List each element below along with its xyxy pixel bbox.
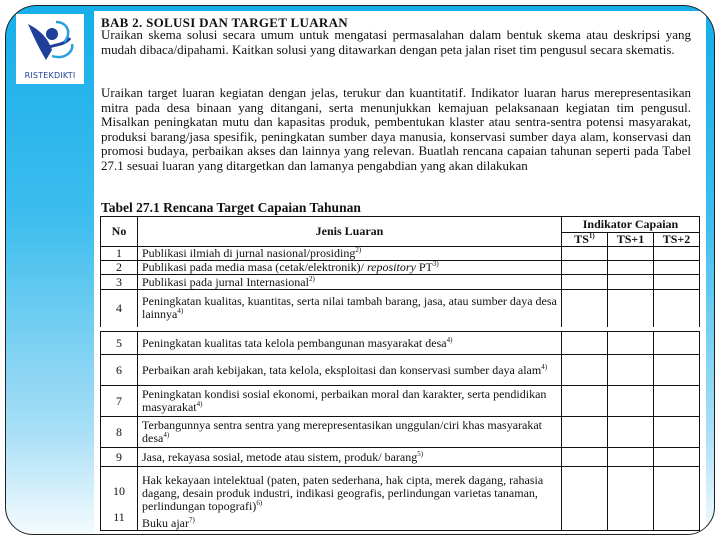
row-footnote: 4): [196, 400, 203, 408]
row-no: 2: [101, 261, 138, 275]
table-row: [101, 448, 700, 467]
row-italic: repository: [366, 260, 416, 274]
row-footnote: 4): [163, 431, 170, 439]
slide-frame: [5, 5, 715, 535]
row-text: Publikasi pada media masa (cetak/elektronik)/: [142, 260, 364, 274]
paragraph-target: Uraikan target luaran kegiatan dengan jelas, terukur dan kuantitatif. Indikator luaran harus merepresentasikan mitra pada desa binaan yang ditangani, serta menunjukkan kemajuan pelaksanaan kegiatan tim pengusul. Misalkan peningkatan mutu dan kapasitas produk, pembentukan klaster atau sentra-sentra potensi masyarakat, produksi barang/jasa spesifik, peningkatan sumber daya manusia, konservasi sumber daya alam, konservasi dan promosi budaya, perbaikan akses dan lainnya yang relevan. Buatlah rencana capaian tahunan seperti pada Tabel 27.1 sesuai luaran yang ditargetkan dan lamanya pengabdian yang akan dilakukan: [101, 85, 691, 173]
cell-ts[interactable]: [562, 355, 608, 386]
cell-ts2[interactable]: [654, 290, 700, 327]
row-footnote: 3): [432, 260, 439, 268]
row-no: 9: [101, 448, 138, 467]
logo-text: RISTEKDIKTI: [24, 71, 76, 80]
row-text: Publikasi pada jurnal Internasional: [142, 274, 309, 289]
cell-ts1[interactable]: [608, 275, 654, 290]
table-caption: Tabel 27.1 Rencana Target Capaian Tahunan: [101, 200, 361, 215]
row-text: Peningkatan kondisi sosial ekonomi, perbaikan moral dan karakter, serta pendidikan masyarakat: [142, 387, 547, 414]
cell-ts[interactable]: [562, 261, 608, 275]
cell-ts[interactable]: [562, 467, 608, 531]
header-jenis-luaran: Jenis Luaran: [138, 217, 562, 247]
ristekdikti-logo: [16, 14, 84, 84]
table-row: [101, 275, 700, 290]
cell-ts1[interactable]: [608, 386, 654, 417]
row-text: Jasa, rekayasa sosial, metode atau sistem, produk/ barang: [142, 449, 418, 464]
cell-ts2[interactable]: [654, 247, 700, 261]
cell-ts2[interactable]: [654, 355, 700, 386]
cell-ts1[interactable]: [608, 448, 654, 467]
row-no: 1: [101, 247, 138, 261]
cell-ts1[interactable]: [608, 467, 654, 531]
header-no: No: [101, 217, 138, 247]
cell-ts1[interactable]: [608, 261, 654, 275]
table-row: [101, 247, 700, 261]
cell-ts2[interactable]: [654, 332, 700, 355]
row-no: 7: [101, 386, 138, 417]
row-item: [142, 474, 557, 513]
row-text: Publikasi ilmiah di jurnal nasional/prosiding: [142, 246, 356, 260]
table-row: [101, 467, 700, 531]
cell-ts1[interactable]: [608, 355, 654, 386]
row-no-group: [101, 467, 138, 531]
cell-ts2[interactable]: [654, 448, 700, 467]
cell-ts1[interactable]: [608, 332, 654, 355]
row-text: Perbaikan arah kebijakan, tata kelola, eksploitasi dan konservasi sumber daya alam: [142, 362, 542, 377]
row-text: Hak kekayaan intelektual (paten, paten sederhana, hak cipta, merek dagang, rahasia dagang, desain produk industri, indikasi geografis, perlindungan varietas tanaman, perlindungan topografi): [142, 473, 544, 513]
cell-ts[interactable]: [562, 275, 608, 290]
header-ts2: TS+2: [654, 233, 700, 247]
cell-ts[interactable]: [562, 386, 608, 417]
row-jenis-luaran: [138, 417, 562, 448]
section-heading: BAB 2. SOLUSI DAN TARGET LUARAN: [101, 15, 348, 30]
row-footnote: 5): [417, 449, 424, 458]
row-jenis-luaran: [138, 261, 562, 275]
row-after: PT: [415, 260, 433, 274]
row-jenis-luaran: [138, 275, 562, 290]
document-page: [94, 11, 706, 535]
row-jenis-luaran: [138, 386, 562, 417]
row-jenis-luaran: [138, 290, 562, 327]
cell-ts1[interactable]: [608, 290, 654, 327]
row-jenis-luaran: [138, 355, 562, 386]
target-table-part1: [100, 216, 700, 327]
row-no: 8: [101, 417, 138, 448]
row-footnote: 4): [177, 307, 184, 316]
header-ts-label: TS: [574, 232, 589, 246]
cell-ts[interactable]: [562, 290, 608, 327]
row-no: 5: [101, 332, 138, 355]
cell-ts2[interactable]: [654, 467, 700, 531]
cell-ts1[interactable]: [608, 247, 654, 261]
header-ts: [562, 233, 608, 247]
table-row: [101, 386, 700, 417]
row-footnote: 2): [308, 274, 315, 283]
row-text: Peningkatan kualitas tata kelola pembangunan masyarakat desa: [142, 335, 447, 350]
cell-ts[interactable]: [562, 247, 608, 261]
row-text: Terbangunnya sentra sentra yang merepresentasikan unggulan/ciri khas masyarakat desa: [142, 418, 543, 445]
cell-ts[interactable]: [562, 448, 608, 467]
header-indikator: Indikator Capaian: [562, 217, 700, 233]
row-jenis-luaran: [138, 467, 562, 531]
table-row: [101, 290, 700, 327]
row-footnote: 4): [446, 335, 453, 344]
table-row: [101, 332, 700, 355]
cell-ts2[interactable]: [654, 275, 700, 290]
row-text: Buku ajar: [142, 516, 189, 530]
row-no: 11: [113, 510, 125, 524]
logo-emblem-icon: [22, 16, 78, 66]
row-no: 6: [101, 355, 138, 386]
cell-ts2[interactable]: [654, 261, 700, 275]
cell-ts2[interactable]: [654, 386, 700, 417]
cell-ts[interactable]: [562, 417, 608, 448]
row-footnote: 4): [541, 362, 548, 371]
table-row: [101, 417, 700, 448]
row-no: 3: [101, 275, 138, 290]
row-item: [142, 517, 557, 530]
target-table-part2: [100, 331, 700, 531]
paragraph-solution: Uraikan skema solusi secara umum untuk mengatasi permasalahan dalam bentuk skema atau deskripsi yang mudah dibaca/dipahami. Kaitkan solusi yang ditawarkan dengan peta jalan riset tim pengusul secara skematis.: [101, 27, 691, 57]
row-footnote: 2): [355, 246, 362, 254]
cell-ts1[interactable]: [608, 417, 654, 448]
cell-ts2[interactable]: [654, 417, 700, 448]
row-footnote: 7): [189, 516, 195, 524]
header-ts1: TS+1: [608, 233, 654, 247]
row-jenis-luaran: [138, 448, 562, 467]
row-no: 10: [113, 484, 125, 498]
cell-ts[interactable]: [562, 332, 608, 355]
table-row: [101, 355, 700, 386]
header-ts-sup: 1): [588, 232, 595, 240]
row-jenis-luaran: [138, 247, 562, 261]
table-row: [101, 261, 700, 275]
row-text: Peningkatan kualitas, kuantitas, serta nilai tambah barang, jasa, atau sumber daya desa lainnya: [142, 294, 557, 322]
row-footnote: 6): [256, 499, 263, 507]
row-no: 4: [101, 290, 138, 327]
row-jenis-luaran: [138, 332, 562, 355]
